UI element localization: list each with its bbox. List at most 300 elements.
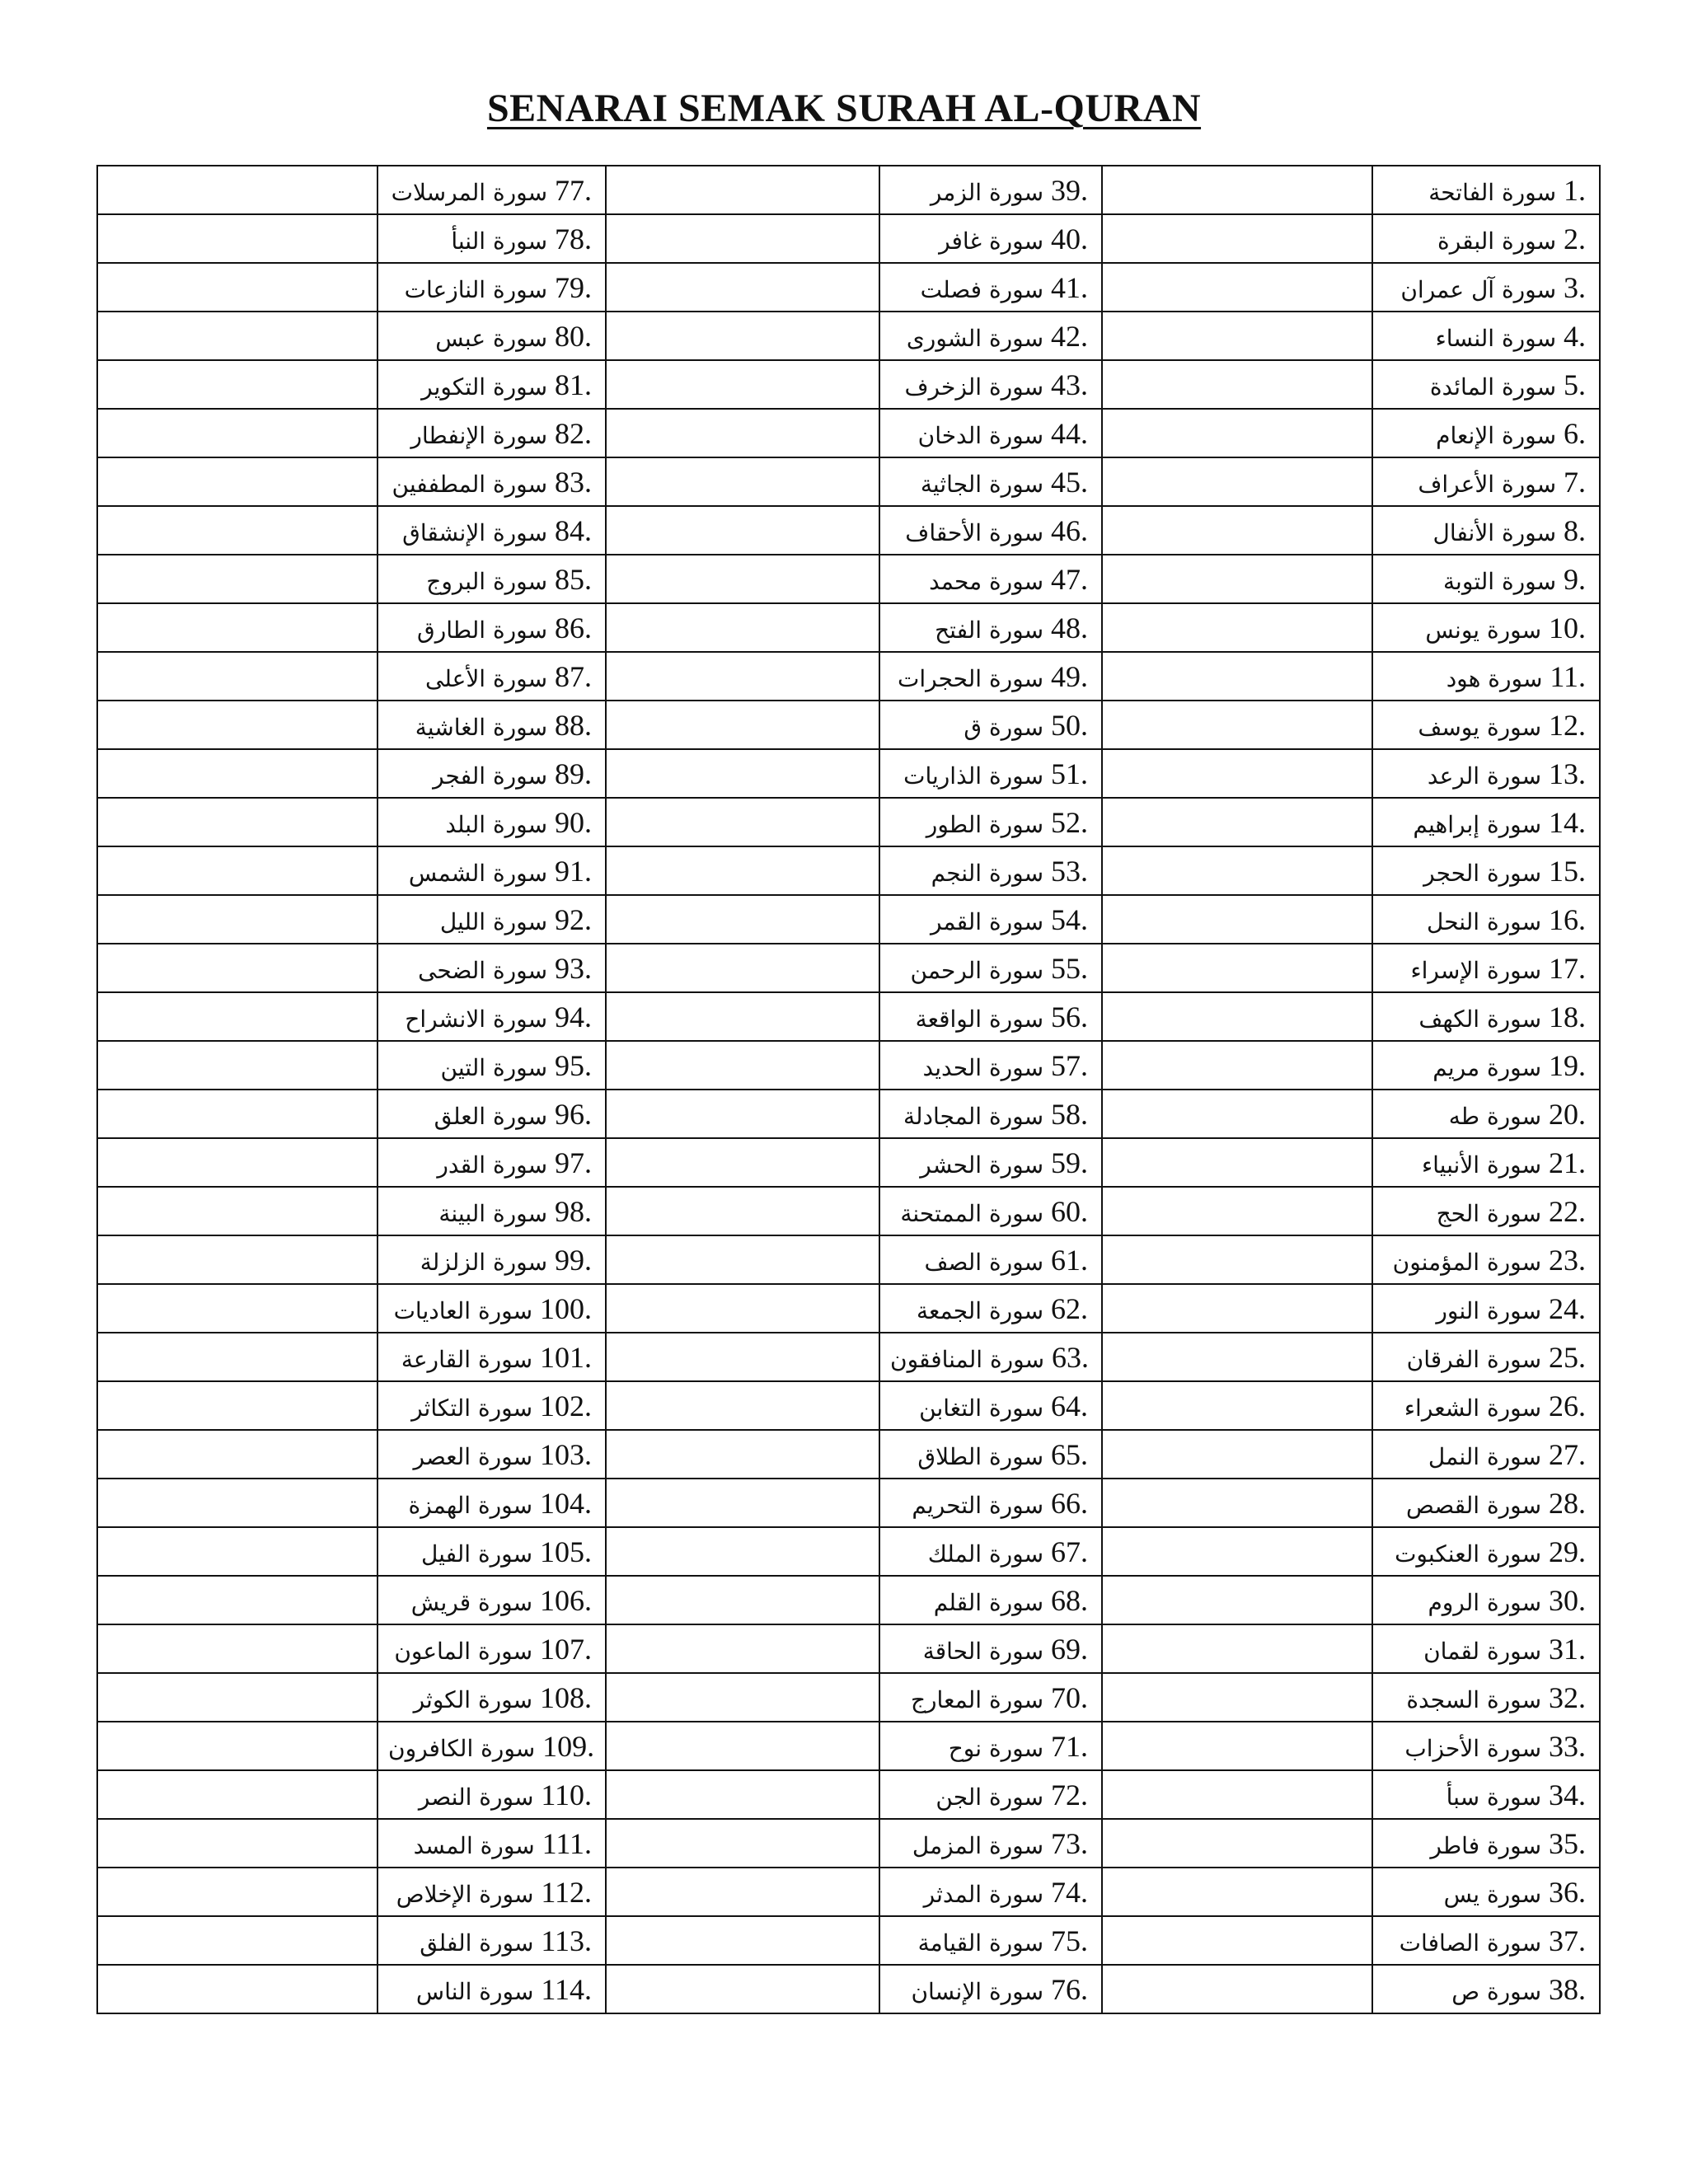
check-cell[interactable] <box>1102 798 1372 846</box>
surah-cell <box>1372 1770 1600 1819</box>
surah-cell <box>879 1235 1102 1284</box>
table-row <box>97 1819 1600 1868</box>
surah-name: سورة مريم <box>1432 1053 1542 1081</box>
check-cell[interactable] <box>97 1430 377 1479</box>
check-cell[interactable] <box>606 944 879 992</box>
check-cell[interactable] <box>97 798 377 846</box>
check-cell[interactable] <box>606 506 879 555</box>
check-cell[interactable] <box>606 1868 879 1916</box>
surah-cell <box>1372 652 1600 701</box>
surah-number: 108. <box>540 1680 592 1714</box>
surah-number: 100. <box>540 1291 592 1325</box>
check-cell[interactable] <box>97 846 377 895</box>
surah-number: 114. <box>541 1972 592 2006</box>
check-cell[interactable] <box>1102 360 1372 409</box>
surah-name: سورة الزمر <box>930 178 1044 206</box>
check-cell[interactable] <box>97 895 377 944</box>
surah-cell <box>879 1965 1102 2013</box>
surah-cell <box>879 1138 1102 1187</box>
surah-number: 40. <box>1051 222 1088 255</box>
surah-cell <box>377 1673 606 1722</box>
check-cell[interactable] <box>97 1965 377 2013</box>
surah-cell <box>879 1090 1102 1138</box>
check-cell[interactable] <box>1102 1916 1372 1965</box>
surah-name: سورة الطور <box>926 810 1044 838</box>
surah-number: 1. <box>1564 173 1586 207</box>
check-cell[interactable] <box>606 798 879 846</box>
table-row <box>97 992 1600 1041</box>
check-cell[interactable] <box>1102 846 1372 895</box>
surah-cell <box>377 214 606 263</box>
check-cell[interactable] <box>1102 603 1372 652</box>
check-cell[interactable] <box>1102 1673 1372 1722</box>
check-cell[interactable] <box>97 1381 377 1430</box>
check-cell[interactable] <box>1102 944 1372 992</box>
check-cell[interactable] <box>606 1138 879 1187</box>
surah-cell <box>879 1333 1102 1381</box>
check-cell[interactable] <box>1102 506 1372 555</box>
check-cell[interactable] <box>606 1819 879 1868</box>
surah-number: 64. <box>1051 1389 1088 1422</box>
surah-cell <box>377 263 606 312</box>
check-cell[interactable] <box>97 1235 377 1284</box>
surah-number: 85. <box>555 562 592 596</box>
check-cell[interactable] <box>1102 409 1372 457</box>
check-cell[interactable] <box>97 749 377 798</box>
surah-name: سورة الحجرات <box>898 664 1044 692</box>
check-cell[interactable] <box>97 409 377 457</box>
surah-cell <box>1372 409 1600 457</box>
check-cell[interactable] <box>1102 1624 1372 1673</box>
check-cell[interactable] <box>606 409 879 457</box>
check-cell[interactable] <box>97 1868 377 1916</box>
check-cell[interactable] <box>97 263 377 312</box>
check-cell[interactable] <box>1102 166 1372 214</box>
surah-cell <box>879 1479 1102 1527</box>
check-cell[interactable] <box>606 1430 879 1479</box>
surah-number: 4. <box>1564 319 1586 353</box>
check-cell[interactable] <box>1102 1187 1372 1235</box>
table-row <box>97 1430 1600 1479</box>
surah-cell <box>1372 360 1600 409</box>
check-cell[interactable] <box>606 1916 879 1965</box>
surah-name: سورة النحل <box>1427 907 1542 935</box>
surah-number: 95. <box>555 1048 592 1082</box>
surah-cell <box>377 701 606 749</box>
surah-cell <box>1372 846 1600 895</box>
surah-cell <box>879 1576 1102 1624</box>
surah-cell <box>1372 1041 1600 1090</box>
surah-cell <box>1372 1868 1600 1916</box>
surah-number: 36. <box>1549 1875 1586 1909</box>
surah-cell <box>377 749 606 798</box>
surah-number: 28. <box>1549 1486 1586 1520</box>
surah-number: 63. <box>1051 1340 1089 1374</box>
surah-cell <box>1372 798 1600 846</box>
surah-cell <box>1372 1235 1600 1284</box>
surah-number: 52. <box>1051 805 1088 839</box>
check-cell[interactable] <box>1102 312 1372 360</box>
check-cell[interactable] <box>606 457 879 506</box>
surah-name: سورة لقمان <box>1423 1637 1542 1665</box>
check-cell[interactable] <box>1102 749 1372 798</box>
check-cell[interactable] <box>606 1333 879 1381</box>
surah-number: 37. <box>1549 1924 1586 1957</box>
surah-cell <box>1372 1381 1600 1430</box>
check-cell[interactable] <box>97 1090 377 1138</box>
surah-name: سورة التحريم <box>912 1491 1044 1519</box>
surah-number: 8. <box>1564 513 1586 547</box>
surah-name: سورة النور <box>1436 1296 1542 1324</box>
surah-name: سورة سبأ <box>1446 1783 1542 1811</box>
check-cell[interactable] <box>606 312 879 360</box>
surah-name: سورة الصافات <box>1399 1929 1542 1957</box>
surah-name: سورة الجن <box>935 1783 1044 1811</box>
check-cell[interactable] <box>606 895 879 944</box>
surah-cell <box>377 409 606 457</box>
surah-name: سورة البروج <box>426 567 548 595</box>
surah-cell <box>1372 1187 1600 1235</box>
check-cell[interactable] <box>1102 1090 1372 1138</box>
check-cell[interactable] <box>606 1576 879 1624</box>
check-cell[interactable] <box>606 263 879 312</box>
table-row <box>97 1479 1600 1527</box>
surah-cell <box>1372 1430 1600 1479</box>
check-cell[interactable] <box>97 506 377 555</box>
surah-cell <box>377 1819 606 1868</box>
check-cell[interactable] <box>606 749 879 798</box>
check-cell[interactable] <box>97 1624 377 1673</box>
check-cell[interactable] <box>97 652 377 701</box>
surah-number: 86. <box>555 611 592 644</box>
table-row <box>97 312 1600 360</box>
check-cell[interactable] <box>606 1770 879 1819</box>
check-cell[interactable] <box>97 1041 377 1090</box>
check-cell[interactable] <box>1102 1576 1372 1624</box>
check-cell[interactable] <box>606 992 879 1041</box>
surah-number: 27. <box>1549 1437 1586 1471</box>
surah-number: 32. <box>1549 1680 1586 1714</box>
check-cell[interactable] <box>606 1284 879 1333</box>
check-cell[interactable] <box>606 1965 879 2013</box>
surah-name: سورة العصر <box>413 1442 533 1470</box>
table-row <box>97 506 1600 555</box>
check-cell[interactable] <box>606 166 879 214</box>
table-row <box>97 1090 1600 1138</box>
surah-number: 57. <box>1051 1048 1088 1082</box>
surah-cell <box>879 603 1102 652</box>
surah-number: 60. <box>1051 1194 1088 1228</box>
surah-number: 82. <box>555 416 592 450</box>
surah-number: 56. <box>1051 1000 1088 1033</box>
surah-number: 47. <box>1051 562 1088 596</box>
check-cell[interactable] <box>606 652 879 701</box>
surah-name: سورة الأعلى <box>425 664 548 692</box>
surah-number: 96. <box>555 1097 592 1131</box>
surah-name: سورة غافر <box>939 227 1044 255</box>
surah-number: 80. <box>555 319 592 353</box>
surah-name: سورة التكاثر <box>411 1394 533 1422</box>
check-cell[interactable] <box>606 1187 879 1235</box>
surah-name: سورة الإنسان <box>911 1977 1044 2005</box>
surah-cell <box>1372 1479 1600 1527</box>
surah-number: 17. <box>1549 951 1586 985</box>
check-cell[interactable] <box>97 457 377 506</box>
surah-name: سورة النمل <box>1428 1442 1542 1470</box>
table-row <box>97 1722 1600 1770</box>
surah-number: 105. <box>540 1535 592 1568</box>
surah-number: 90. <box>555 805 592 839</box>
check-cell[interactable] <box>1102 1819 1372 1868</box>
surah-name: سورة الكافرون <box>388 1734 536 1762</box>
table-row <box>97 214 1600 263</box>
table-row <box>97 360 1600 409</box>
surah-cell <box>879 457 1102 506</box>
check-cell[interactable] <box>1102 1722 1372 1770</box>
surah-name: سورة الكوثر <box>413 1685 533 1713</box>
surah-number: 25. <box>1549 1340 1586 1374</box>
surah-cell <box>879 749 1102 798</box>
surah-name: سورة الواقعة <box>915 1005 1044 1033</box>
surah-cell <box>879 1868 1102 1916</box>
check-cell[interactable] <box>97 701 377 749</box>
surah-number: 113. <box>541 1924 592 1957</box>
check-cell[interactable] <box>97 1187 377 1235</box>
check-cell[interactable] <box>1102 1041 1372 1090</box>
check-cell[interactable] <box>97 1770 377 1819</box>
surah-cell <box>1372 992 1600 1041</box>
surah-name: سورة الطارق <box>417 616 548 644</box>
surah-number: 31. <box>1549 1632 1586 1666</box>
surah-number: 39. <box>1051 173 1088 207</box>
check-cell[interactable] <box>1102 263 1372 312</box>
check-cell[interactable] <box>97 944 377 992</box>
check-cell[interactable] <box>606 1624 879 1673</box>
surah-name: سورة النبأ <box>451 227 548 255</box>
surah-number: 48. <box>1051 611 1088 644</box>
check-cell[interactable] <box>97 603 377 652</box>
surah-name: سورة الطلاق <box>917 1442 1044 1470</box>
check-cell[interactable] <box>606 846 879 895</box>
surah-name: سورة الفجر <box>433 762 548 790</box>
check-cell[interactable] <box>606 603 879 652</box>
surah-cell <box>377 1479 606 1527</box>
table-row <box>97 1235 1600 1284</box>
surah-number: 59. <box>1051 1146 1088 1179</box>
surah-name: سورة الجاثية <box>920 470 1044 498</box>
check-cell[interactable] <box>1102 214 1372 263</box>
surah-cell <box>1372 1576 1600 1624</box>
surah-cell <box>1372 603 1600 652</box>
check-cell[interactable] <box>1102 1868 1372 1916</box>
check-cell[interactable] <box>1102 895 1372 944</box>
check-cell[interactable] <box>97 1576 377 1624</box>
surah-number: 14. <box>1549 805 1586 839</box>
surah-cell <box>377 846 606 895</box>
check-cell[interactable] <box>97 1284 377 1333</box>
check-cell[interactable] <box>606 360 879 409</box>
surah-number: 11. <box>1550 659 1586 693</box>
surah-number: 112. <box>541 1875 592 1909</box>
check-cell[interactable] <box>97 992 377 1041</box>
surah-cell <box>377 1624 606 1673</box>
surah-number: 58. <box>1051 1097 1088 1131</box>
surah-number: 89. <box>555 757 592 790</box>
check-cell[interactable] <box>1102 701 1372 749</box>
check-cell[interactable] <box>606 1527 879 1576</box>
check-cell[interactable] <box>606 214 879 263</box>
check-cell[interactable] <box>1102 1235 1372 1284</box>
check-cell[interactable] <box>606 1722 879 1770</box>
surah-name: سورة الإخلاص <box>396 1880 534 1908</box>
check-cell[interactable] <box>97 1722 377 1770</box>
surah-cell <box>1372 895 1600 944</box>
surah-name: سورة فصلت <box>920 275 1044 303</box>
surah-name: سورة قريش <box>410 1588 533 1616</box>
surah-number: 88. <box>555 708 592 742</box>
check-cell[interactable] <box>97 1819 377 1868</box>
check-cell[interactable] <box>606 1235 879 1284</box>
surah-name: سورة القمر <box>930 907 1044 935</box>
surah-number: 35. <box>1549 1826 1586 1860</box>
check-cell[interactable] <box>1102 1965 1372 2013</box>
table-row <box>97 798 1600 846</box>
surah-cell <box>879 1187 1102 1235</box>
table-row <box>97 555 1600 603</box>
table-row <box>97 749 1600 798</box>
check-cell[interactable] <box>606 555 879 603</box>
surah-cell <box>879 1770 1102 1819</box>
check-cell[interactable] <box>97 1333 377 1381</box>
surah-cell <box>1372 1624 1600 1673</box>
surah-cell <box>377 603 606 652</box>
check-cell[interactable] <box>1102 1138 1372 1187</box>
check-cell[interactable] <box>606 1381 879 1430</box>
surah-name: سورة الرعد <box>1427 762 1542 790</box>
surah-number: 97. <box>555 1146 592 1179</box>
surah-name: سورة المزمل <box>912 1831 1044 1859</box>
check-cell[interactable] <box>97 555 377 603</box>
surah-name: سورة السجدة <box>1406 1685 1542 1713</box>
table-row <box>97 1916 1600 1965</box>
check-cell[interactable] <box>1102 1333 1372 1381</box>
check-cell[interactable] <box>1102 555 1372 603</box>
surah-name: سورة يس <box>1443 1880 1542 1908</box>
check-cell[interactable] <box>1102 457 1372 506</box>
surah-name: سورة عبس <box>435 324 548 352</box>
check-cell[interactable] <box>606 1041 879 1090</box>
surah-cell <box>377 1868 606 1916</box>
surah-cell <box>377 1041 606 1090</box>
check-cell[interactable] <box>97 312 377 360</box>
surah-cell <box>879 360 1102 409</box>
surah-cell <box>377 1381 606 1430</box>
surah-name: سورة الجمعة <box>916 1296 1044 1324</box>
surah-number: 45. <box>1051 465 1088 499</box>
surah-name: سورة المطففين <box>392 470 548 498</box>
surah-name: سورة الماعون <box>394 1637 533 1665</box>
surah-name: سورة النجم <box>931 859 1044 887</box>
check-cell[interactable] <box>606 1479 879 1527</box>
surah-number: 67. <box>1051 1535 1088 1568</box>
surah-cell <box>1372 457 1600 506</box>
check-cell[interactable] <box>606 1090 879 1138</box>
table-row <box>97 1284 1600 1333</box>
check-cell[interactable] <box>97 1479 377 1527</box>
surah-number: 87. <box>555 659 592 693</box>
surah-cell <box>377 1090 606 1138</box>
surah-name: سورة المدثر <box>923 1880 1044 1908</box>
surah-number: 103. <box>540 1437 592 1471</box>
surah-name: سورة البقرة <box>1437 227 1557 255</box>
check-cell[interactable] <box>97 1527 377 1576</box>
surah-number: 19. <box>1549 1048 1586 1082</box>
check-cell[interactable] <box>97 1916 377 1965</box>
surah-name: سورة الممتحنة <box>900 1199 1044 1227</box>
surah-number: 18. <box>1549 1000 1586 1033</box>
check-cell[interactable] <box>1102 652 1372 701</box>
surah-name: سورة الأنبياء <box>1421 1151 1542 1179</box>
check-cell[interactable] <box>1102 1770 1372 1819</box>
check-cell[interactable] <box>97 214 377 263</box>
surah-name: سورة النساء <box>1435 324 1557 352</box>
page-title: SENARAI SEMAK SURAH AL-QURAN <box>486 87 1202 130</box>
surah-name: سورة المرسلات <box>391 178 548 206</box>
table-row <box>97 846 1600 895</box>
surah-cell <box>1372 166 1600 214</box>
surah-number: 104. <box>540 1486 592 1520</box>
check-cell[interactable] <box>1102 1479 1372 1527</box>
surah-cell <box>1372 1090 1600 1138</box>
table-row <box>97 603 1600 652</box>
check-cell[interactable] <box>1102 992 1372 1041</box>
surah-cell <box>1372 1916 1600 1965</box>
check-cell[interactable] <box>606 701 879 749</box>
check-cell[interactable] <box>97 1138 377 1187</box>
surah-number: 110. <box>541 1778 592 1811</box>
surah-name: سورة الفلق <box>420 1929 534 1957</box>
surah-number: 13. <box>1549 757 1586 790</box>
surah-name: سورة الإسراء <box>1410 956 1542 984</box>
surah-number: 51. <box>1051 757 1088 790</box>
check-cell[interactable] <box>1102 1284 1372 1333</box>
surah-number: 65. <box>1051 1437 1088 1471</box>
surah-name: سورة الروم <box>1428 1588 1542 1616</box>
check-cell[interactable] <box>97 360 377 409</box>
check-cell[interactable] <box>1102 1527 1372 1576</box>
surah-name: سورة الشورى <box>906 324 1044 352</box>
surah-cell <box>879 1819 1102 1868</box>
check-cell[interactable] <box>606 1673 879 1722</box>
surah-number: 99. <box>555 1243 592 1277</box>
check-cell[interactable] <box>1102 1381 1372 1430</box>
surah-cell <box>1372 749 1600 798</box>
surah-number: 15. <box>1549 854 1586 888</box>
surah-name: سورة العنكبوت <box>1395 1540 1542 1568</box>
table-row <box>97 1576 1600 1624</box>
surah-name: سورة الملك <box>927 1540 1044 1568</box>
surah-cell <box>377 798 606 846</box>
table-row <box>97 1333 1600 1381</box>
surah-number: 34. <box>1549 1778 1586 1811</box>
surah-cell <box>1372 1138 1600 1187</box>
check-cell[interactable] <box>97 1673 377 1722</box>
check-cell[interactable] <box>1102 1430 1372 1479</box>
surah-cell <box>879 1041 1102 1090</box>
check-cell[interactable] <box>97 166 377 214</box>
surah-cell <box>377 555 606 603</box>
surah-cell <box>879 701 1102 749</box>
